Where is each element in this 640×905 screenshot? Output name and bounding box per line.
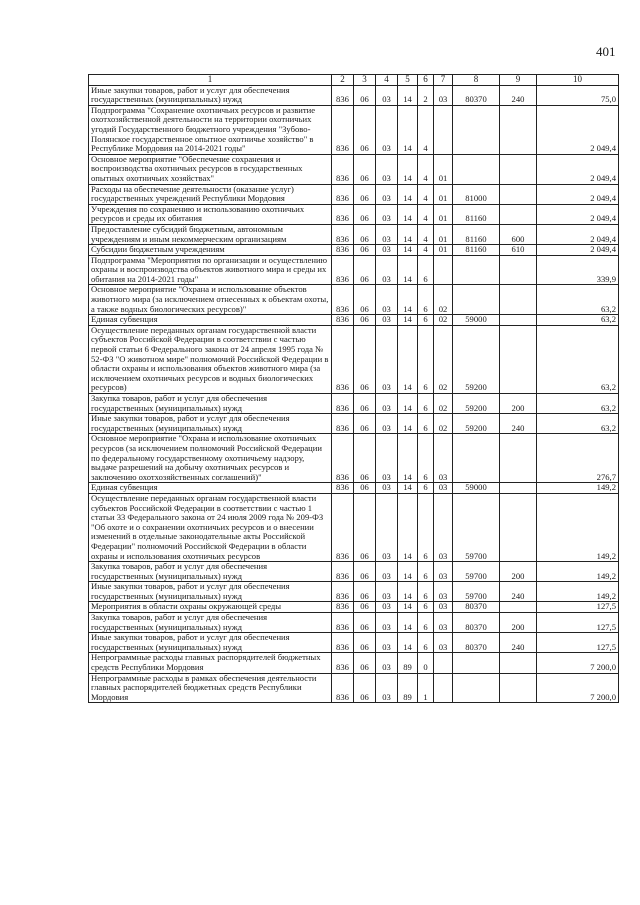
program-cell: 14 <box>398 285 418 315</box>
section-cell: 06 <box>354 414 376 434</box>
direction-cell <box>453 653 500 673</box>
subprogram-cell: 6 <box>418 562 434 582</box>
activity-cell: 02 <box>434 325 453 393</box>
table-row <box>89 204 619 224</box>
activity-cell: 03 <box>434 483 453 494</box>
expense-type-cell <box>500 673 537 703</box>
gov-code-cell: 836 <box>332 493 354 561</box>
activity-cell: 03 <box>434 582 453 602</box>
row-name-cell: Расходы на обеспечение деятельности (оказание услуг) государственных учреждений Республики Мордовия <box>89 184 332 204</box>
subsection-cell: 03 <box>376 255 398 285</box>
program-cell: 14 <box>398 493 418 561</box>
column-header: 6 <box>418 75 434 86</box>
expense-type-cell: 200 <box>500 562 537 582</box>
row-name-cell: Закупка товаров, работ и услуг для обеспечения государственных (муниципальных) нужд <box>89 613 332 633</box>
section-cell: 06 <box>354 633 376 653</box>
expense-type-cell: 200 <box>500 613 537 633</box>
expense-type-cell <box>500 434 537 483</box>
amount-cell: 149,2 <box>537 493 619 561</box>
row-name-cell: Закупка товаров, работ и услуг для обеспечения государственных (муниципальных) нужд <box>89 562 332 582</box>
subsection-cell: 03 <box>376 184 398 204</box>
section-cell: 06 <box>354 394 376 414</box>
subsection-cell: 03 <box>376 394 398 414</box>
section-cell: 06 <box>354 315 376 326</box>
subprogram-cell: 6 <box>418 394 434 414</box>
section-cell: 06 <box>354 673 376 703</box>
table-row <box>89 85 619 105</box>
column-header: 5 <box>398 75 418 86</box>
amount-cell: 2 049,4 <box>537 245 619 256</box>
section-cell: 06 <box>354 285 376 315</box>
direction-cell: 80370 <box>453 613 500 633</box>
row-name-cell: Осуществление переданных органам государственной власти субъектов Российской Федерации в соответствии с частью 1 статьи 33 Федерального закона от 24 июля 2009 года № 209-ФЗ "Об охоте и о сохранении охотничьих ресурсов и о внесении изменений в отдельные законодательные акты Российской Федерации" полномочий Российской Федерации в области охраны и использования охотничьих ресурсов <box>89 493 332 561</box>
subsection-cell: 03 <box>376 483 398 494</box>
row-name-cell: Основное мероприятие "Обеспечение сохранения и воспроизводства охотничьих ресурсов в государственных опытных охотничьих хозяйствах" <box>89 154 332 184</box>
subsection-cell: 03 <box>376 224 398 244</box>
activity-cell: 03 <box>434 613 453 633</box>
row-name-cell: Иные закупки товаров, работ и услуг для обеспечения государственных (муниципальных) нужд <box>89 582 332 602</box>
amount-cell: 2 049,4 <box>537 204 619 224</box>
row-name-cell: Подпрограмма "Сохранение охотничьих ресурсов и развитие охотхозяйственной деятельности на территории охотничьих угодий Государственного бюджетного учреждения "Зубово-Полянское государственное опытное охотничье хозяйство" в Республике Мордовия на 2014-2021 годы" <box>89 105 332 154</box>
section-cell: 06 <box>354 204 376 224</box>
amount-cell: 127,5 <box>537 602 619 613</box>
direction-cell: 59000 <box>453 483 500 494</box>
section-cell: 06 <box>354 85 376 105</box>
direction-cell <box>453 105 500 154</box>
activity-cell <box>434 255 453 285</box>
direction-cell: 59200 <box>453 394 500 414</box>
table-row <box>89 285 619 315</box>
subprogram-cell: 1 <box>418 673 434 703</box>
row-name-cell: Единая субвенция <box>89 483 332 494</box>
section-cell: 06 <box>354 613 376 633</box>
direction-cell <box>453 434 500 483</box>
subprogram-cell: 6 <box>418 633 434 653</box>
gov-code-cell: 836 <box>332 85 354 105</box>
program-cell: 14 <box>398 224 418 244</box>
gov-code-cell: 836 <box>332 255 354 285</box>
direction-cell: 59200 <box>453 325 500 393</box>
subprogram-cell: 4 <box>418 245 434 256</box>
subsection-cell: 03 <box>376 285 398 315</box>
subsection-cell: 03 <box>376 653 398 673</box>
row-name-cell: Подпрограмма "Мероприятия по организации и осуществлению охраны и воспроизводства объектов животного мира и среды их обитания на 2014-2021 годы" <box>89 255 332 285</box>
subsection-cell: 03 <box>376 154 398 184</box>
gov-code-cell: 836 <box>332 602 354 613</box>
table-row <box>89 562 619 582</box>
activity-cell: 03 <box>434 434 453 483</box>
table-row <box>89 105 619 154</box>
row-name-cell: Предоставление субсидий бюджетным, автономным учреждениям и иным некоммерческим организациям <box>89 224 332 244</box>
table-row <box>89 602 619 613</box>
direction-cell: 59700 <box>453 493 500 561</box>
amount-cell: 63,2 <box>537 325 619 393</box>
column-header: 3 <box>354 75 376 86</box>
subprogram-cell: 4 <box>418 224 434 244</box>
program-cell: 14 <box>398 633 418 653</box>
expense-type-cell <box>500 653 537 673</box>
activity-cell <box>434 653 453 673</box>
gov-code-cell: 836 <box>332 224 354 244</box>
table-row <box>89 613 619 633</box>
direction-cell: 59200 <box>453 414 500 434</box>
section-cell: 06 <box>354 184 376 204</box>
activity-cell: 02 <box>434 414 453 434</box>
gov-code-cell: 836 <box>332 434 354 483</box>
row-name-cell: Непрограммные расходы в рамках обеспечения деятельности главных распорядителей бюджетных средств Республики Мордовия <box>89 673 332 703</box>
subsection-cell: 03 <box>376 613 398 633</box>
subprogram-cell: 4 <box>418 184 434 204</box>
program-cell: 14 <box>398 582 418 602</box>
expense-type-cell <box>500 315 537 326</box>
row-name-cell: Учреждения по сохранению и использованию охотничьих ресурсов и среды их обитания <box>89 204 332 224</box>
section-cell: 06 <box>354 325 376 393</box>
table-row <box>89 184 619 204</box>
program-cell: 14 <box>398 414 418 434</box>
amount-cell: 2 049,4 <box>537 154 619 184</box>
table-row <box>89 245 619 256</box>
expense-type-cell <box>500 483 537 494</box>
section-cell: 06 <box>354 562 376 582</box>
amount-cell: 63,2 <box>537 315 619 326</box>
expense-type-cell: 610 <box>500 245 537 256</box>
activity-cell: 03 <box>434 602 453 613</box>
subprogram-cell: 6 <box>418 493 434 561</box>
activity-cell <box>434 673 453 703</box>
gov-code-cell: 836 <box>332 394 354 414</box>
subsection-cell: 03 <box>376 673 398 703</box>
amount-cell: 2 049,4 <box>537 224 619 244</box>
subsection-cell: 03 <box>376 85 398 105</box>
direction-cell: 81160 <box>453 245 500 256</box>
program-cell: 14 <box>398 325 418 393</box>
activity-cell: 01 <box>434 224 453 244</box>
expense-type-cell: 200 <box>500 394 537 414</box>
gov-code-cell: 836 <box>332 633 354 653</box>
table-row <box>89 493 619 561</box>
gov-code-cell: 836 <box>332 562 354 582</box>
column-header: 9 <box>500 75 537 86</box>
column-header: 4 <box>376 75 398 86</box>
program-cell: 14 <box>398 483 418 494</box>
subprogram-cell: 6 <box>418 285 434 315</box>
activity-cell: 03 <box>434 493 453 561</box>
column-header: 2 <box>332 75 354 86</box>
gov-code-cell: 836 <box>332 154 354 184</box>
subsection-cell: 03 <box>376 325 398 393</box>
section-cell: 06 <box>354 582 376 602</box>
section-cell: 06 <box>354 602 376 613</box>
amount-cell: 7 200,0 <box>537 653 619 673</box>
expense-type-cell: 600 <box>500 224 537 244</box>
gov-code-cell: 836 <box>332 582 354 602</box>
amount-cell: 339,9 <box>537 255 619 285</box>
subprogram-cell: 6 <box>418 602 434 613</box>
subsection-cell: 03 <box>376 315 398 326</box>
table-body <box>89 85 619 703</box>
direction-cell: 80370 <box>453 602 500 613</box>
gov-code-cell: 836 <box>332 315 354 326</box>
direction-cell: 80370 <box>453 633 500 653</box>
gov-code-cell: 836 <box>332 414 354 434</box>
table-row <box>89 325 619 393</box>
subprogram-cell: 6 <box>418 325 434 393</box>
row-name-cell: Мероприятия в области охраны окружающей среды <box>89 602 332 613</box>
subprogram-cell: 6 <box>418 414 434 434</box>
activity-cell: 01 <box>434 184 453 204</box>
table-row <box>89 673 619 703</box>
row-name-cell: Закупка товаров, работ и услуг для обеспечения государственных (муниципальных) нужд <box>89 394 332 414</box>
program-cell: 14 <box>398 85 418 105</box>
column-header: 8 <box>453 75 500 86</box>
table-row <box>89 653 619 673</box>
program-cell: 14 <box>398 602 418 613</box>
table-row <box>89 255 619 285</box>
direction-cell <box>453 285 500 315</box>
amount-cell: 149,2 <box>537 483 619 494</box>
amount-cell: 2 049,4 <box>537 184 619 204</box>
expense-type-cell <box>500 285 537 315</box>
subsection-cell: 03 <box>376 245 398 256</box>
section-cell: 06 <box>354 434 376 483</box>
column-header: 10 <box>537 75 619 86</box>
direction-cell: 59700 <box>453 582 500 602</box>
program-cell: 89 <box>398 673 418 703</box>
amount-cell: 2 049,4 <box>537 105 619 154</box>
table-header-row <box>89 75 619 86</box>
row-name-cell: Единая субвенция <box>89 315 332 326</box>
program-cell: 14 <box>398 105 418 154</box>
direction-cell: 80370 <box>453 85 500 105</box>
direction-cell: 81000 <box>453 184 500 204</box>
direction-cell: 81160 <box>453 224 500 244</box>
column-header: 1 <box>89 75 332 86</box>
section-cell: 06 <box>354 245 376 256</box>
gov-code-cell: 836 <box>332 245 354 256</box>
program-cell: 14 <box>398 154 418 184</box>
direction-cell <box>453 255 500 285</box>
amount-cell: 63,2 <box>537 414 619 434</box>
activity-cell: 01 <box>434 245 453 256</box>
activity-cell <box>434 105 453 154</box>
direction-cell <box>453 673 500 703</box>
expense-type-cell <box>500 154 537 184</box>
amount-cell: 127,5 <box>537 613 619 633</box>
table-row <box>89 582 619 602</box>
subprogram-cell: 6 <box>418 434 434 483</box>
subsection-cell: 03 <box>376 633 398 653</box>
amount-cell: 127,5 <box>537 633 619 653</box>
subsection-cell: 03 <box>376 562 398 582</box>
direction-cell: 81160 <box>453 204 500 224</box>
subsection-cell: 03 <box>376 414 398 434</box>
amount-cell: 75,0 <box>537 85 619 105</box>
table-row <box>89 394 619 414</box>
program-cell: 14 <box>398 434 418 483</box>
subprogram-cell: 6 <box>418 255 434 285</box>
program-cell: 14 <box>398 394 418 414</box>
gov-code-cell: 836 <box>332 483 354 494</box>
amount-cell: 63,2 <box>537 285 619 315</box>
program-cell: 14 <box>398 245 418 256</box>
amount-cell: 276,7 <box>537 434 619 483</box>
subprogram-cell: 4 <box>418 204 434 224</box>
section-cell: 06 <box>354 493 376 561</box>
subsection-cell: 03 <box>376 204 398 224</box>
gov-code-cell: 836 <box>332 285 354 315</box>
section-cell: 06 <box>354 653 376 673</box>
table-row <box>89 224 619 244</box>
gov-code-cell: 836 <box>332 673 354 703</box>
program-cell: 14 <box>398 562 418 582</box>
activity-cell: 03 <box>434 562 453 582</box>
amount-cell: 149,2 <box>537 582 619 602</box>
expense-type-cell: 240 <box>500 633 537 653</box>
row-name-cell: Непрограммные расходы главных распорядителей бюджетных средств Республики Мордовия <box>89 653 332 673</box>
activity-cell: 03 <box>434 633 453 653</box>
subsection-cell: 03 <box>376 493 398 561</box>
subsection-cell: 03 <box>376 434 398 483</box>
row-name-cell: Иные закупки товаров, работ и услуг для обеспечения государственных (муниципальных) нужд <box>89 85 332 105</box>
gov-code-cell: 836 <box>332 613 354 633</box>
row-name-cell: Осуществление переданных органам государственной власти субъектов Российской Федерации в соответствии с частью первой статьи 6 Федерального закона от 24 апреля 1995 года № 52-ФЗ "О животном мире" полномочий Российской Федерации в области охраны и использования объектов животного мира (за исключением охотничьих ресурсов и водных биологических ресурсов) <box>89 325 332 393</box>
subprogram-cell: 6 <box>418 483 434 494</box>
program-cell: 14 <box>398 315 418 326</box>
program-cell: 14 <box>398 613 418 633</box>
row-name-cell: Основное мероприятие "Охрана и использование охотничьих ресурсов (за исключением полномочий Российской Федерации по федеральному государственному охотничьему надзору, выдаче разрешений на добычу охотничьих ресурсов и заключению охотхозяйственных соглашений)" <box>89 434 332 483</box>
program-cell: 89 <box>398 653 418 673</box>
table-row <box>89 633 619 653</box>
subprogram-cell: 6 <box>418 613 434 633</box>
direction-cell <box>453 154 500 184</box>
row-name-cell: Иные закупки товаров, работ и услуг для обеспечения государственных (муниципальных) нужд <box>89 414 332 434</box>
column-header: 7 <box>434 75 453 86</box>
table-row <box>89 483 619 494</box>
section-cell: 06 <box>354 224 376 244</box>
expense-type-cell: 240 <box>500 414 537 434</box>
expense-type-cell <box>500 493 537 561</box>
page-number: 401 <box>596 44 616 59</box>
subprogram-cell: 2 <box>418 85 434 105</box>
subprogram-cell: 4 <box>418 154 434 184</box>
amount-cell: 149,2 <box>537 562 619 582</box>
subsection-cell: 03 <box>376 582 398 602</box>
gov-code-cell: 836 <box>332 105 354 154</box>
expense-type-cell <box>500 325 537 393</box>
activity-cell: 03 <box>434 85 453 105</box>
activity-cell: 02 <box>434 315 453 326</box>
table-row <box>89 154 619 184</box>
expense-type-cell <box>500 204 537 224</box>
amount-cell: 7 200,0 <box>537 673 619 703</box>
table-row <box>89 315 619 326</box>
activity-cell: 01 <box>434 204 453 224</box>
gov-code-cell: 836 <box>332 653 354 673</box>
section-cell: 06 <box>354 255 376 285</box>
direction-cell: 59700 <box>453 562 500 582</box>
program-cell: 14 <box>398 204 418 224</box>
row-name-cell: Основное мероприятие "Охрана и использование объектов животного мира (за исключением отнесенных к объектам охоты, а также водных биологических ресурсов)" <box>89 285 332 315</box>
program-cell: 14 <box>398 184 418 204</box>
section-cell: 06 <box>354 154 376 184</box>
expense-type-cell <box>500 105 537 154</box>
gov-code-cell: 836 <box>332 204 354 224</box>
activity-cell: 02 <box>434 285 453 315</box>
gov-code-cell: 836 <box>332 325 354 393</box>
table-row <box>89 434 619 483</box>
expense-type-cell: 240 <box>500 582 537 602</box>
gov-code-cell: 836 <box>332 184 354 204</box>
section-cell: 06 <box>354 483 376 494</box>
amount-cell: 63,2 <box>537 394 619 414</box>
budget-table <box>88 74 619 703</box>
subprogram-cell: 4 <box>418 105 434 154</box>
activity-cell: 02 <box>434 394 453 414</box>
expense-type-cell <box>500 255 537 285</box>
expense-type-cell <box>500 602 537 613</box>
subprogram-cell: 0 <box>418 653 434 673</box>
subsection-cell: 03 <box>376 105 398 154</box>
section-cell: 06 <box>354 105 376 154</box>
subprogram-cell: 6 <box>418 315 434 326</box>
row-name-cell: Субсидии бюджетным учреждениям <box>89 245 332 256</box>
subprogram-cell: 6 <box>418 582 434 602</box>
program-cell: 14 <box>398 255 418 285</box>
expense-type-cell: 240 <box>500 85 537 105</box>
direction-cell: 59000 <box>453 315 500 326</box>
activity-cell: 01 <box>434 154 453 184</box>
subsection-cell: 03 <box>376 602 398 613</box>
expense-type-cell <box>500 184 537 204</box>
table-row <box>89 414 619 434</box>
row-name-cell: Иные закупки товаров, работ и услуг для обеспечения государственных (муниципальных) нужд <box>89 633 332 653</box>
